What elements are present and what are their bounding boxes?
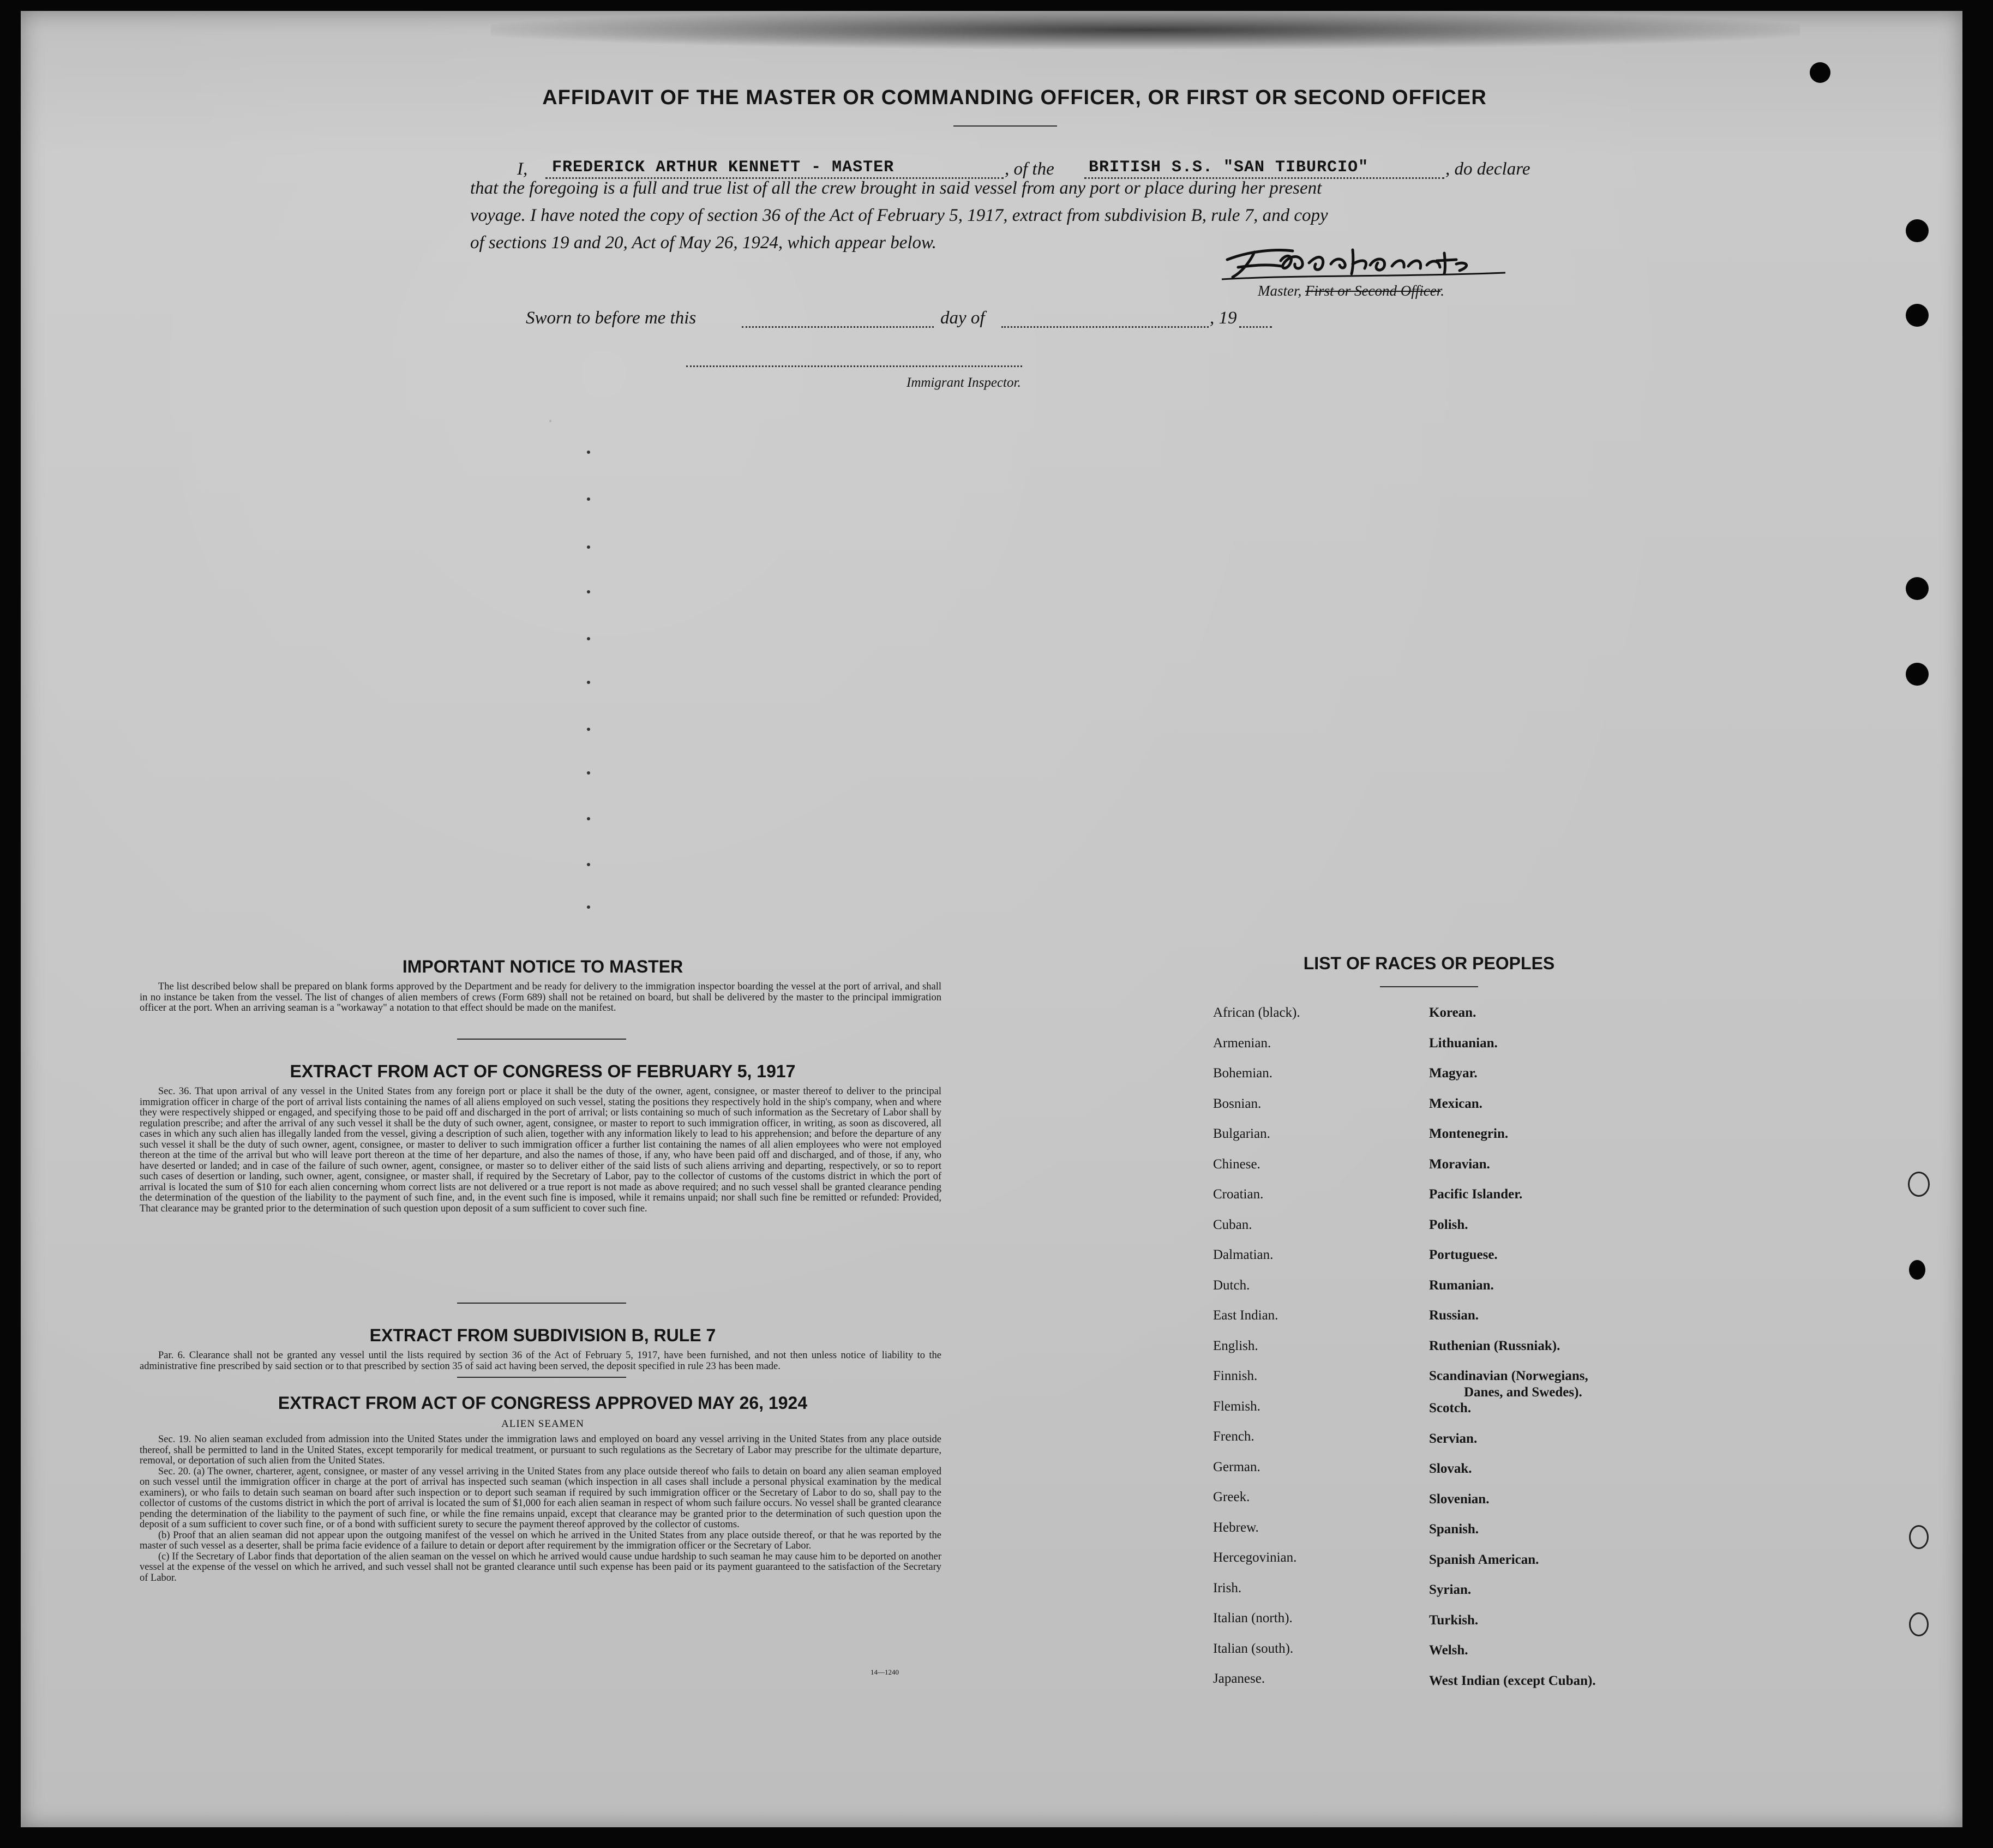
race-item: Lithuanian. <box>1429 1035 1498 1051</box>
notice-title: IMPORTANT NOTICE TO MASTER <box>402 957 683 976</box>
race-item: Slovenian. <box>1429 1491 1490 1507</box>
race-item: Croatian. <box>1213 1187 1264 1202</box>
extract-rule7-title: EXTRACT FROM SUBDIVISION B, RULE 7 <box>369 1325 716 1345</box>
punch-hole <box>1810 62 1830 83</box>
race-item: French. <box>1213 1429 1254 1444</box>
extract-1924-subtitle: ALIEN SEAMEN <box>501 1418 584 1430</box>
race-item: Chinese. <box>1213 1156 1260 1172</box>
race-item: Korean. <box>1429 1005 1476 1020</box>
inspector-signature-line <box>686 365 1022 367</box>
race-item: Bohemian. <box>1213 1066 1273 1081</box>
extract-1924-sec20b: (b) Proof that an alien seaman did not appear upon the outgoing manifest of the vessel on which he arrived in the United States from any place outside thereof, or that he was reported by the master of such vessel as a deserter, shall be prima facie evidence of a failure to detain or deport after requirement by the immigration officer or the Secretary of Labor. <box>140 1529 941 1551</box>
race-item: Polish. <box>1429 1217 1468 1232</box>
paper-speck <box>587 728 590 731</box>
signer-title <box>1258 283 1444 299</box>
paper-speck <box>587 905 590 909</box>
race-item: Italian (north). <box>1213 1611 1293 1625</box>
race-item: Dutch. <box>1213 1277 1250 1293</box>
race-item: Danes, and Swedes). <box>1464 1385 1582 1400</box>
of-the-label: , of the <box>1005 159 1054 179</box>
bleed-through-mark: . <box>545 409 559 428</box>
signer-title-struck: First or Second Officer <box>1305 283 1441 299</box>
race-item: Ruthenian (Russniak). <box>1429 1338 1560 1353</box>
title-rule <box>953 125 1057 127</box>
extract-1924-sec19: Sec. 19. No alien seaman excluded from admission into the United States under the immigration laws and employed on board any vessel arriving in the United States from any place outside thereof, shall be permitted to land in the United States, except temporarily for medical treatment, or pursuant to such regulations as the Secretary of Labor may prescribe for the ultimate departure, removal, or deportation of such alien from the United States. <box>140 1434 941 1466</box>
signer-title-prefix: Master, <box>1258 283 1302 299</box>
races-left-column <box>1213 1005 1300 1701</box>
paper-speck <box>587 545 590 549</box>
punch-hole <box>1906 663 1929 686</box>
race-item: Dalmatian. <box>1213 1247 1274 1262</box>
section-rule <box>457 1039 626 1040</box>
extract-1924-sec20a: Sec. 20. (a) The owner, charterer, agent, consignee, or master of any vessel arriving in the United States from any place outside thereof who fails to detain on board any alien seaman employed on such vessel until the immigration officer in charge at the port of arrival has inspected such seaman (which inspection in all cases shall include a personal physical examination by the medical examiners), or who fails to detain such seaman on board after such inspection or to deport such seaman if required by such immigration officer or the Secretary of Labor to do so, shall pay to the collector of customs of the customs district in which the port of arrival is located the sum of $1,000 for each alien seaman in respect of whom such failure occurs. No vessel shall be granted clearance pending the determination of the liability to the payment of such fine, or while the fine remains unpaid, except that clearance may be granted prior to the determination of such question upon the deposit of a sum sufficient to cover such fine, or of a bond with sufficient surety to secure the payment thereof approved by the collector of customs. <box>140 1466 941 1530</box>
race-item: Rumanian. <box>1429 1277 1494 1293</box>
race-item: Spanish American. <box>1429 1552 1539 1567</box>
sworn-prefix: Sworn to before me this <box>526 308 697 328</box>
affidavit-line-3: voyage. I have noted the copy of section 36 of the Act of February 5, 1917, extract from subdivision B, rule 7, and copy <box>470 206 1328 225</box>
race-item: Welsh. <box>1429 1643 1468 1658</box>
extract-rule7-block <box>140 1333 941 1372</box>
races-right-column <box>1429 1005 1596 1703</box>
race-item: East Indian. <box>1213 1308 1278 1323</box>
extract-1924-block <box>140 1435 941 1583</box>
races-title-rule <box>1380 986 1478 987</box>
race-item: Pacific Islander. <box>1429 1187 1523 1202</box>
paper-speck <box>587 637 590 640</box>
extract-rule7-text: Par. 6. Clearance shall not be granted any vessel until the lists required by section 36 of the Act of February 5, 1917, have been furnished, and not then unless notice of liability to the administrative fine prescribed by said section or to that prescribed by section 35 of said act having been served, the deposit specified in rule 23 has been made. <box>140 1350 941 1372</box>
sworn-year: , 19 <box>1210 308 1237 328</box>
punch-hole <box>1906 219 1929 242</box>
vessel-name-typed: BRITISH S.S. "SAN TIBURCIO" <box>1089 158 1369 177</box>
punch-hole <box>1906 304 1929 327</box>
extract-1924-sec20c: (c) If the Secretary of Labor finds that deportation of the alien seaman on the vessel on which he arrived would cause undue hardship to such seaman he may cause him to be deported on another vessel at the expense of the vessel on which he arrived, and such vessel shall not be granted clearance until such expense has been paid or its payment guaranteed to the satisfaction of the Secretary of Labor. <box>140 1551 941 1583</box>
paper-speck <box>587 817 590 820</box>
punch-hole-outline <box>1908 1172 1930 1197</box>
paper-speck <box>587 681 590 684</box>
race-item: Hercegovinian. <box>1213 1550 1297 1565</box>
punch-hole-outline <box>1909 1525 1929 1549</box>
signature-graphic <box>1216 239 1511 288</box>
race-item: Cuban. <box>1213 1217 1252 1232</box>
section-rule <box>457 1303 626 1304</box>
master-name-typed: FREDERICK ARTHUR KENNETT - MASTER <box>552 158 895 177</box>
affidavit-line-2: that the foregoing is a full and true list of all the crew brought in said vessel from any port or place during her present <box>470 178 1322 198</box>
notice-text-block <box>140 982 941 1014</box>
races-title: LIST OF RACES OR PEOPLES <box>1303 953 1555 973</box>
race-item: Mexican. <box>1429 1096 1482 1111</box>
paper-speck <box>587 863 590 866</box>
paper-speck <box>587 451 590 454</box>
extract-1917-block <box>140 1087 941 1214</box>
affidavit-line-4: of sections 19 and 20, Act of May 26, 1924, which appear below. <box>470 233 937 253</box>
page-top-shadow <box>491 11 1800 49</box>
race-item: Italian (south). <box>1213 1641 1294 1656</box>
race-item: Japanese. <box>1213 1671 1265 1686</box>
affidavit-title: AFFIDAVIT OF THE MASTER OR COMMANDING OFFICER, OR FIRST OR SECOND OFFICER <box>542 86 1487 109</box>
race-item: Bosnian. <box>1213 1096 1262 1111</box>
race-item: Irish. <box>1213 1580 1242 1595</box>
paper-speck <box>587 497 590 501</box>
extract-1917-text: Sec. 36. That upon arrival of any vessel in the United States from any foreign port or place it shall be the duty of the owner, agent, consignee, or master thereof to deliver to the principal immigration officer in charge of the port of arrival lists containing the names of all aliens employed on such vessel, stating the positions they respectively hold in the ship's company, when and where they were respectively shipped or engaged, and specifying those to be paid off and discharged in the port of arrival; or lists containing so much of such information as the Secretary of Labor shall by regulation prescribe; and after the arrival of any such vessel it shall be the duty of such owner, agent, consignee, or master to report to such immigration officer, in writing, as soon as discovered, all cases in which any such alien has illegally landed from the vessel, giving a description of such alien, together with any information likely to lead to his apprehension; and before the departure of any such vessel it shall be the duty of such owner, agent, consignee, or master to deliver to such immigration officer a further list containing the names of all alien employees who were not employed thereon at the time of the arrival but who will leave port thereon at the time of her departure, and also the names of those, if any, who have been paid off and discharged, and of those, if any, who have deserted or landed; and in case of the failure of such owner, agent, consignee, or master so to deliver either of the said lists of such aliens arriving and departing, respectively, or so to report such cases of desertion or landing, such owner, agent, consignee, or master shall, if required by the Secretary of Labor, pay to the collector of customs of the customs district in which the port of arrival is located the sum of $10 for each alien concerning whom correct lists are not delivered or a true report is not made as above required; and no such vessel shall be granted clearance pending the determination of the question of the liability to the payment of such fine, and, in the event such fine is imposed, while it remains unpaid; nor shall such fine be remitted or refunded: Provided, That clearance may be granted prior to the determination of such question upon deposit of a sum sufficient to cover such fine. <box>140 1086 941 1214</box>
section-rule <box>457 1377 626 1378</box>
race-item: Montenegrin. <box>1429 1126 1509 1141</box>
race-item: Scotch. <box>1429 1401 1472 1415</box>
do-declare-label: , do declare <box>1445 159 1530 179</box>
form-number: 14—1240 <box>871 1668 899 1676</box>
signer-title-end: . <box>1440 283 1444 299</box>
race-item: Flemish. <box>1213 1399 1260 1414</box>
race-item: English. <box>1213 1338 1258 1353</box>
paper-speck <box>587 771 590 775</box>
punch-hole <box>1906 577 1929 600</box>
race-item: Servian. <box>1429 1431 1478 1446</box>
extract-1924-title: EXTRACT FROM ACT OF CONGRESS APPROVED MAY 26, 1924 <box>278 1393 808 1413</box>
race-item: Finnish. <box>1213 1369 1258 1383</box>
affidavit-i-label: I, <box>517 159 528 179</box>
punch-hole <box>1909 1260 1925 1280</box>
notice-text: The list described below shall be prepared on blank forms approved by the Department and be ready for delivery to the immigration inspector boarding the vessel at the port of arrival, and shall in no instance be taken from the vessel. The list of changes of alien members of crews (Form 689) shall not be retained on board, but shall be delivered by the master to the principal immigration officer at the port. When an arriving seaman is a "workaway" a notation to that effect should be made on the manifest. <box>140 981 941 1013</box>
master-signature <box>1216 239 1511 288</box>
race-item: Greek. <box>1213 1490 1250 1504</box>
race-item: Turkish. <box>1429 1612 1479 1628</box>
race-item: Armenian. <box>1213 1035 1271 1051</box>
sworn-day-of: day of <box>940 308 985 328</box>
paper-speck <box>587 590 590 593</box>
race-item: West Indian (except Cuban). <box>1429 1673 1596 1688</box>
sworn-month-fill-line <box>1001 326 1209 328</box>
race-item: African (black). <box>1213 1005 1300 1020</box>
race-item: Magyar. <box>1429 1066 1478 1081</box>
race-item: Portuguese. <box>1429 1247 1498 1262</box>
inspector-label: Immigrant Inspector. <box>907 375 1021 390</box>
punch-hole-outline <box>1909 1612 1929 1636</box>
sworn-year-fill-line <box>1239 326 1272 328</box>
race-item: Spanish. <box>1429 1522 1479 1537</box>
race-item: Hebrew. <box>1213 1520 1259 1535</box>
race-item: Scandinavian (Norwegians, <box>1429 1369 1588 1383</box>
race-item: Bulgarian. <box>1213 1126 1270 1141</box>
race-item: Syrian. <box>1429 1582 1472 1597</box>
race-item: Moravian. <box>1429 1156 1490 1172</box>
sworn-date-fill-line <box>742 326 934 328</box>
race-item: German. <box>1213 1459 1260 1474</box>
extract-1917-title: EXTRACT FROM ACT OF CONGRESS OF FEBRUARY 5, 1917 <box>290 1061 796 1081</box>
race-item: Russian. <box>1429 1308 1479 1323</box>
race-item: Slovak. <box>1429 1461 1472 1476</box>
